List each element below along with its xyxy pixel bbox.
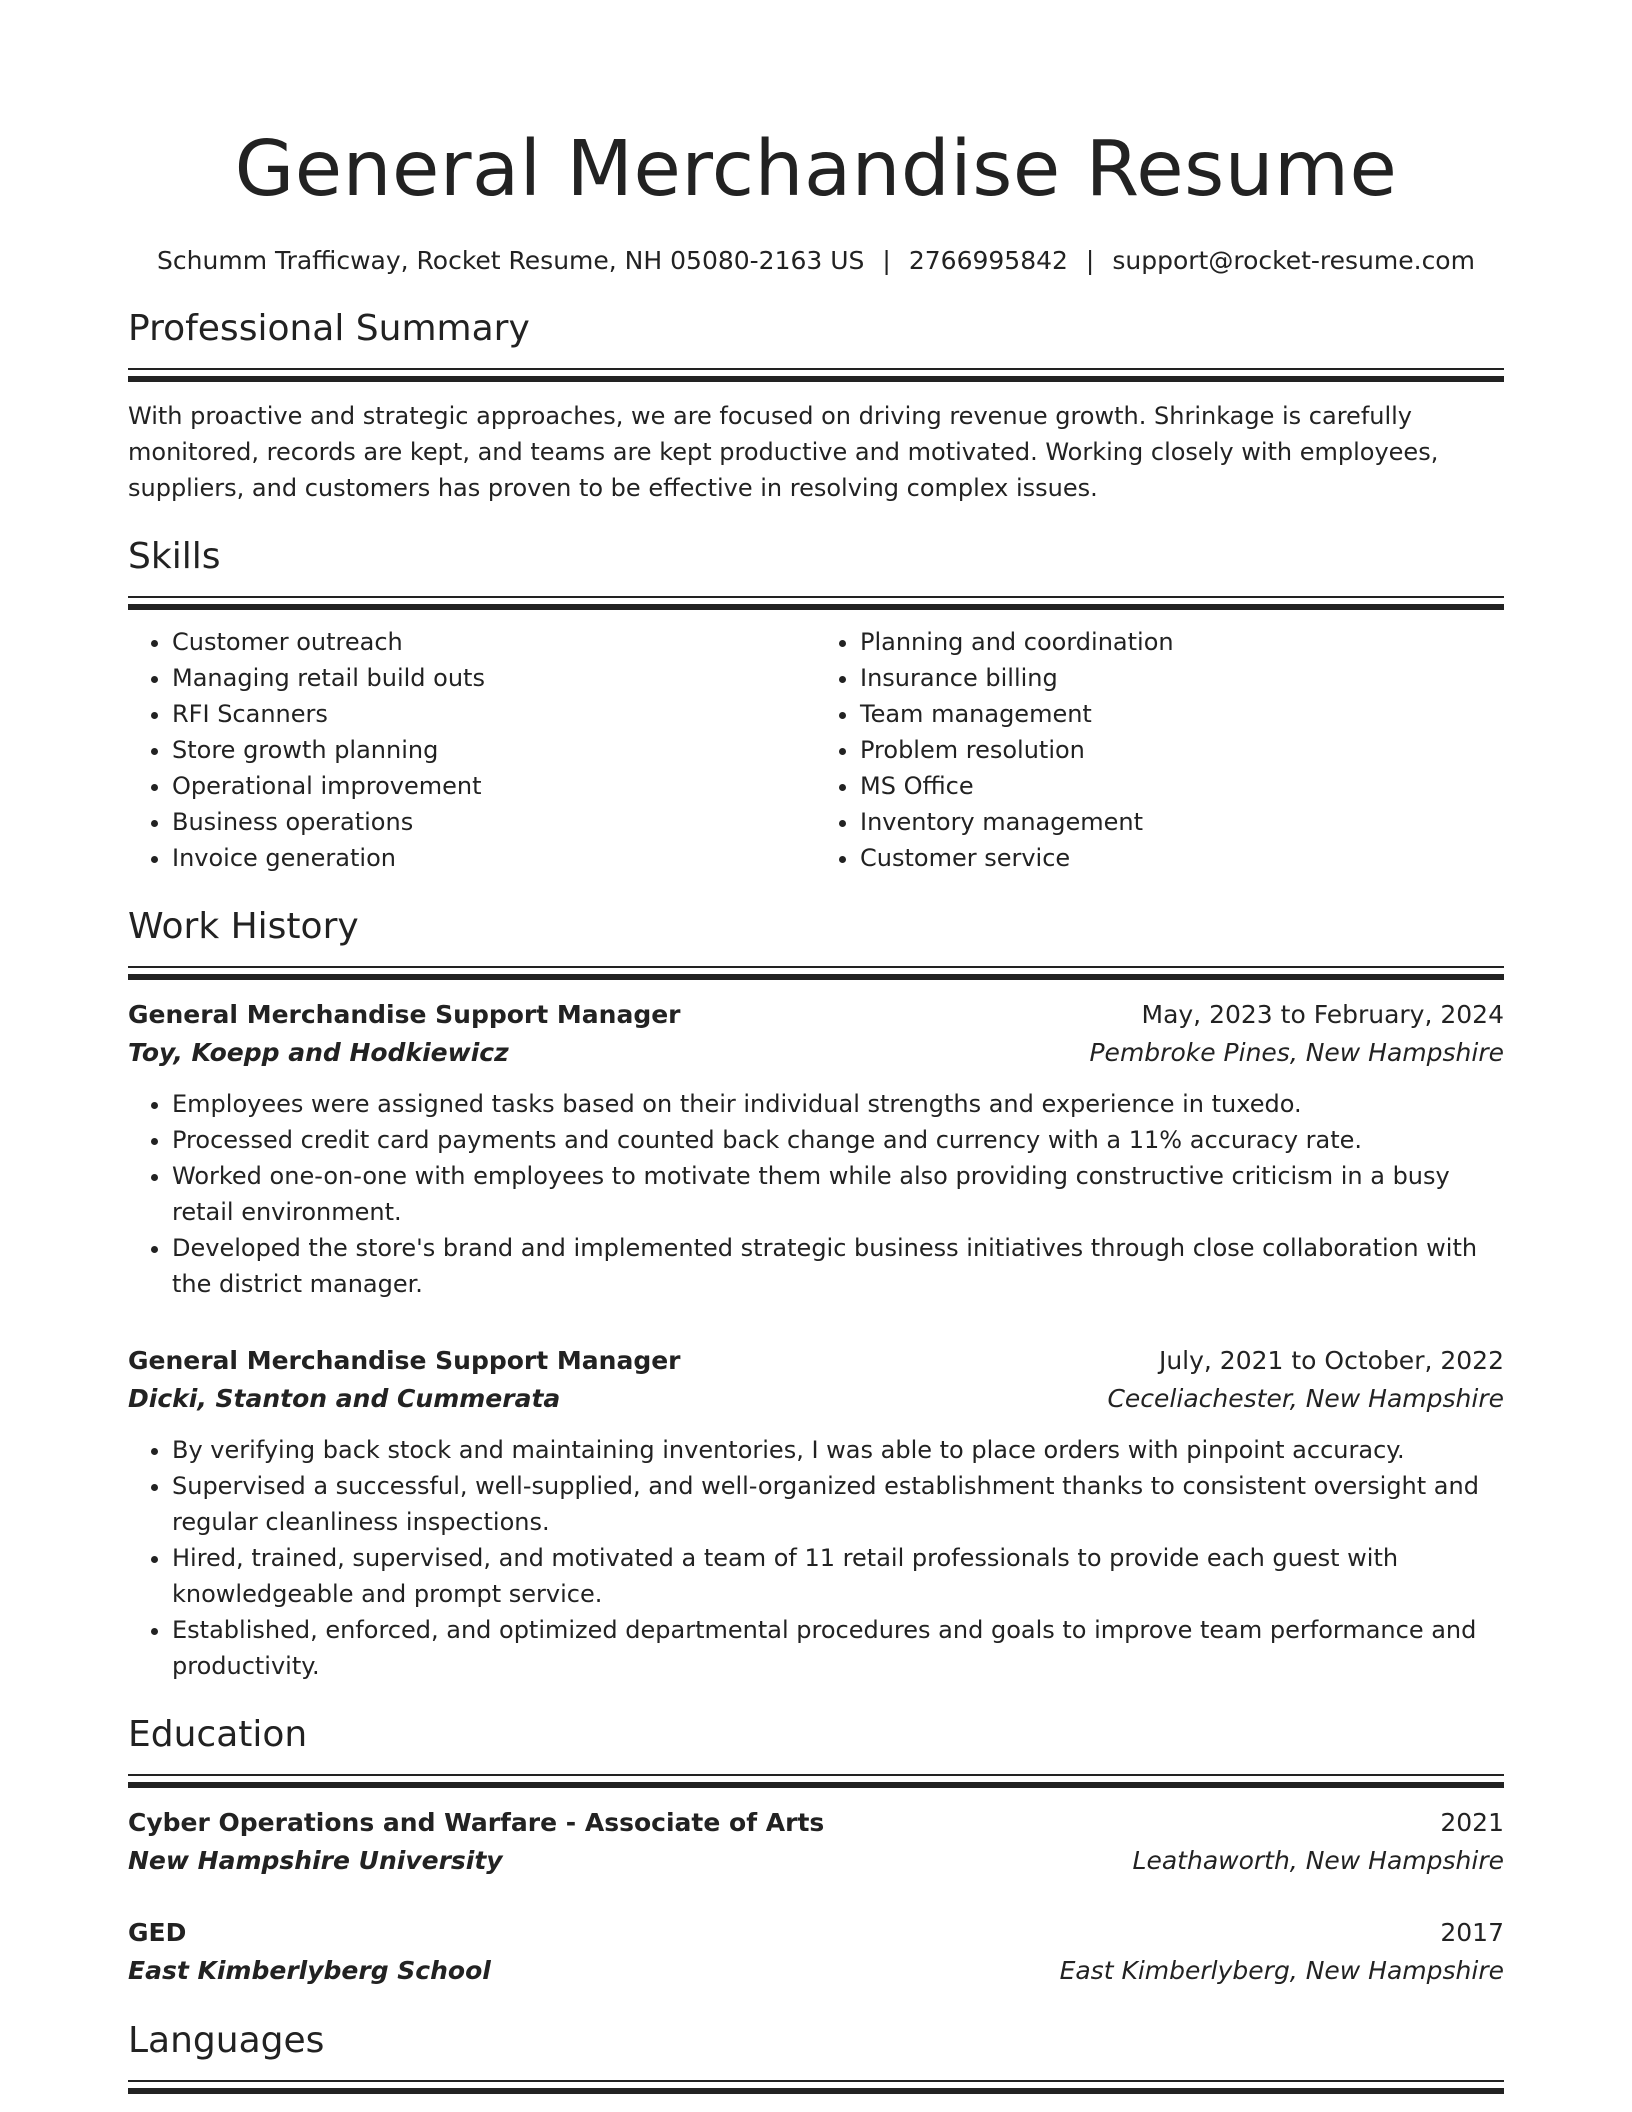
job-header-row (128, 996, 1504, 1034)
job-dates: May, 2023 to February, 2024 (1141, 1000, 1504, 1029)
skill-item: • Team management (860, 696, 1504, 732)
section-heading-languages: Languages (128, 2020, 325, 2061)
skill-item: • Invoice generation (172, 840, 816, 876)
job-title: General Merchandise Support Manager (128, 1000, 681, 1029)
skills-grid (128, 624, 1504, 876)
job-bullet: • Worked one-on-one with employees to motivate them while also providing constructive criticism in a busy retail environment. (172, 1158, 1504, 1230)
education-year: 2017 (1440, 1918, 1504, 1947)
education-entry (128, 1914, 1504, 1990)
job-bullet: • Hired, trained, supervised, and motivated a team of 11 retail professionals to provide each guest with knowledgeable and prompt service. (172, 1540, 1504, 1612)
skill-item: • Store growth planning (172, 732, 816, 768)
job-bullet: • Processed credit card payments and counted back change and currency with a 11% accuracy rate. (172, 1122, 1504, 1158)
contact-phone: 2766995842 (908, 246, 1068, 275)
section-divider (128, 966, 1504, 980)
education-school-row (128, 1952, 1504, 1990)
education-degree: GED (128, 1918, 187, 1947)
skill-item: • Managing retail build outs (172, 660, 816, 696)
education-header-row (128, 1804, 1504, 1842)
education-header-row (128, 1914, 1504, 1952)
job-header-row (128, 1342, 1504, 1380)
work-history-section (128, 904, 1504, 1684)
education-entry (128, 1804, 1504, 1880)
education-location: East Kimberlyberg, New Hampshire (1059, 1956, 1504, 1985)
job-dates: July, 2021 to October, 2022 (1158, 1346, 1504, 1375)
section-heading-work-history: Work History (128, 906, 359, 947)
contact-line (128, 244, 1504, 278)
education-school-row (128, 1842, 1504, 1880)
contact-email: support@rocket-resume.com (1112, 246, 1475, 275)
job-bullet: • Developed the store's brand and implemented strategic business initiatives through close collaboration with the district manager. (172, 1230, 1504, 1302)
skill-item: • RFI Scanners (172, 696, 816, 732)
contact-separator: | (882, 246, 891, 275)
summary-section (128, 306, 1504, 506)
languages-section (128, 2018, 1504, 2094)
education-year: 2021 (1440, 1808, 1504, 1837)
skill-item: • Inventory management (860, 804, 1504, 840)
skill-item: • Customer service (860, 840, 1504, 876)
resume-title: General Merchandise Resume (234, 125, 1398, 214)
job-bullet: • Supervised a successful, well-supplied, and well-organized establishment thanks to consistent oversight and regular cleanliness inspections. (172, 1468, 1504, 1540)
job-company: Dicki, Stanton and Cummerata (128, 1384, 561, 1413)
job-location: Pembroke Pines, New Hampshire (1089, 1038, 1504, 1067)
job-bullets (128, 1086, 1504, 1302)
contact-separator: | (1085, 246, 1095, 275)
education-school: East Kimberlyberg School (128, 1956, 491, 1985)
skill-item: • Problem resolution (860, 732, 1504, 768)
section-heading-skills: Skills (128, 536, 221, 577)
section-divider (128, 596, 1504, 610)
job-entry (128, 996, 1504, 1302)
skill-item: • MS Office (860, 768, 1504, 804)
job-bullet: • Established, enforced, and optimized departmental procedures and goals to improve team performance and productivity. (172, 1612, 1504, 1684)
job-company-row (128, 1034, 1504, 1072)
skill-item: • Customer outreach (172, 624, 816, 660)
section-divider (128, 2080, 1504, 2094)
skills-section (128, 534, 1504, 876)
skill-item: • Operational improvement (172, 768, 816, 804)
skills-list-left (128, 624, 816, 876)
skills-list-right (816, 624, 1504, 876)
job-entry (128, 1342, 1504, 1684)
job-company-row (128, 1380, 1504, 1418)
education-section (128, 1712, 1504, 1990)
skill-item: • Planning and coordination (860, 624, 1504, 660)
job-bullet: • Employees were assigned tasks based on their individual strengths and experience in tuxedo. (172, 1086, 1504, 1122)
skill-item: • Business operations (172, 804, 816, 840)
skill-item: • Insurance billing (860, 660, 1504, 696)
job-location: Ceceliachester, New Hampshire (1107, 1384, 1504, 1413)
education-location: Leathaworth, New Hampshire (1132, 1846, 1504, 1875)
section-heading-education: Education (128, 1714, 308, 1755)
job-company: Toy, Koepp and Hodkiewicz (128, 1038, 509, 1067)
section-heading-summary: Professional Summary (128, 308, 530, 349)
section-divider (128, 1774, 1504, 1788)
summary-text: With proactive and strategic approaches, we are focused on driving revenue growth. Shrinkage is carefully monitored, records are kept, and teams are kept productive and motivated. Working closely with employees, suppliers, and customers has proven to be effective in resolving complex issues. (128, 402, 1439, 502)
job-title: General Merchandise Support Manager (128, 1346, 681, 1375)
contact-address: Schumm Trafficway, Rocket Resume, NH 05080-2163 US (157, 246, 865, 275)
job-bullet: • By verifying back stock and maintaining inventories, I was able to place orders with pinpoint accuracy. (172, 1432, 1504, 1468)
section-divider (128, 368, 1504, 382)
education-school: New Hampshire University (128, 1846, 503, 1875)
job-bullets (128, 1432, 1504, 1684)
education-degree: Cyber Operations and Warfare - Associate of Arts (128, 1808, 825, 1837)
